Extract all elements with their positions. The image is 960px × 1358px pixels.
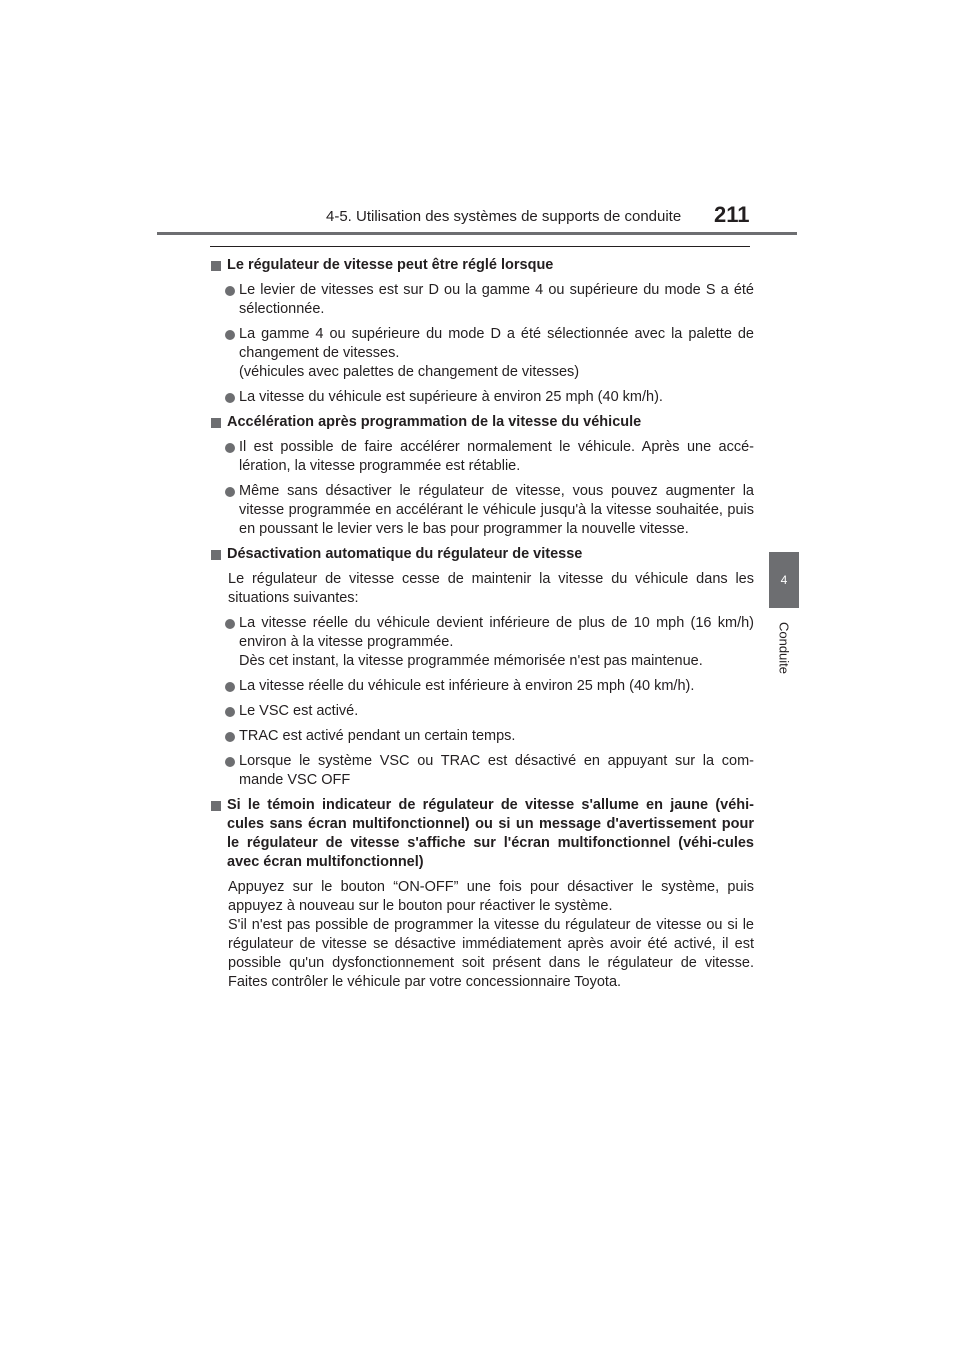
round-bullet-icon — [225, 732, 235, 742]
section-title: Le régulateur de vitesse peut être réglé lorsque — [210, 256, 754, 275]
square-bullet-icon — [211, 550, 221, 560]
list-item: TRAC est activé pendant un certain temps. — [210, 727, 754, 746]
round-bullet-icon — [225, 286, 235, 296]
square-bullet-icon — [211, 801, 221, 811]
chapter-tab — [769, 552, 799, 608]
square-bullet-icon — [211, 418, 221, 428]
round-bullet-icon — [225, 619, 235, 629]
page-number: 211 — [714, 202, 750, 227]
chapter-label-text: Conduite — [776, 621, 792, 675]
section-title: Accélération après programmation de la vitesse du véhicule — [210, 413, 754, 432]
round-bullet-icon — [225, 330, 235, 340]
square-bullet-icon — [211, 261, 221, 271]
page-content — [210, 256, 754, 992]
round-bullet-icon — [225, 757, 235, 767]
chapter-number: 4 — [780, 573, 788, 587]
page-header-section: 4-5. Utilisation des systèmes de supports de conduite — [326, 208, 682, 225]
round-bullet-icon — [225, 443, 235, 453]
section-title: Désactivation automatique du régulateur de vitesse — [210, 545, 754, 564]
section-paragraph: Appuyez sur le bouton “ON-OFF” une fois pour désactiver le système, puis appuyez à nouveau sur le bouton pour réactiver le système. S'il n'est pas possible de programmer la vitesse du régulateur de vitesse ou si le régulateur de vitesse se désactive immédiatement après avoir été activé, il est possible qu'un dysfonctionnement soit présent dans le régulateur de vitesse. Faites contrôler le véhicule par votre concessionnaire Toyota. — [228, 879, 754, 990]
round-bullet-icon — [225, 393, 235, 403]
header-divider — [157, 232, 797, 235]
list-item: La vitesse réelle du véhicule est inférieure à environ 25 mph (40 km/h). — [210, 677, 754, 696]
list-item: Le VSC est activé. — [210, 702, 754, 721]
content-divider — [210, 246, 750, 247]
round-bullet-icon — [225, 487, 235, 497]
section-title: Si le témoin indicateur de régulateur de vitesse s'allume en jaune (véhi-cules sans écran multifonctionnel) ou si un message d'avertissement pour le régulateur de vitesse s'affiche sur l'écran multifonctionnel (véhi-cules avec écran multifonctionnel) — [210, 796, 754, 872]
round-bullet-icon — [225, 682, 235, 692]
list-item: Il est possible de faire accélérer normalement le véhicule. Après une accé-lération, la vitesse programmée est rétablie. — [210, 438, 754, 476]
list-item: La vitesse réelle du véhicule devient inférieure de plus de 10 mph (16 km/h) environ à la vitesse programmée. Dès cet instant, la vitesse programmée mémorisée n'est pas maintenue. — [210, 614, 754, 671]
list-item: La vitesse du véhicule est supérieure à environ 25 mph (40 km/h). — [210, 388, 754, 407]
list-item: Le levier de vitesses est sur D ou la gamme 4 ou supérieure du mode S a été sélectionnée. — [210, 281, 754, 319]
list-item: Lorsque le système VSC ou TRAC est désactivé en appuyant sur la com-mande VSC OFF — [210, 752, 754, 790]
section-intro: Le régulateur de vitesse cesse de maintenir la vitesse du véhicule dans les situations suivantes: — [228, 571, 754, 606]
list-item: La gamme 4 ou supérieure du mode D a été sélectionnée avec la palette de changement de vitesses. (véhicules avec palettes de changement de vitesses) — [210, 325, 754, 382]
round-bullet-icon — [225, 707, 235, 717]
list-item: Même sans désactiver le régulateur de vitesse, vous pouvez augmenter la vitesse programmée en accélérant le véhicule jusqu'à la vitesse souhaitée, puis en poussant le levier vers le bas pour programmer la nouvelle vitesse. — [210, 482, 754, 539]
